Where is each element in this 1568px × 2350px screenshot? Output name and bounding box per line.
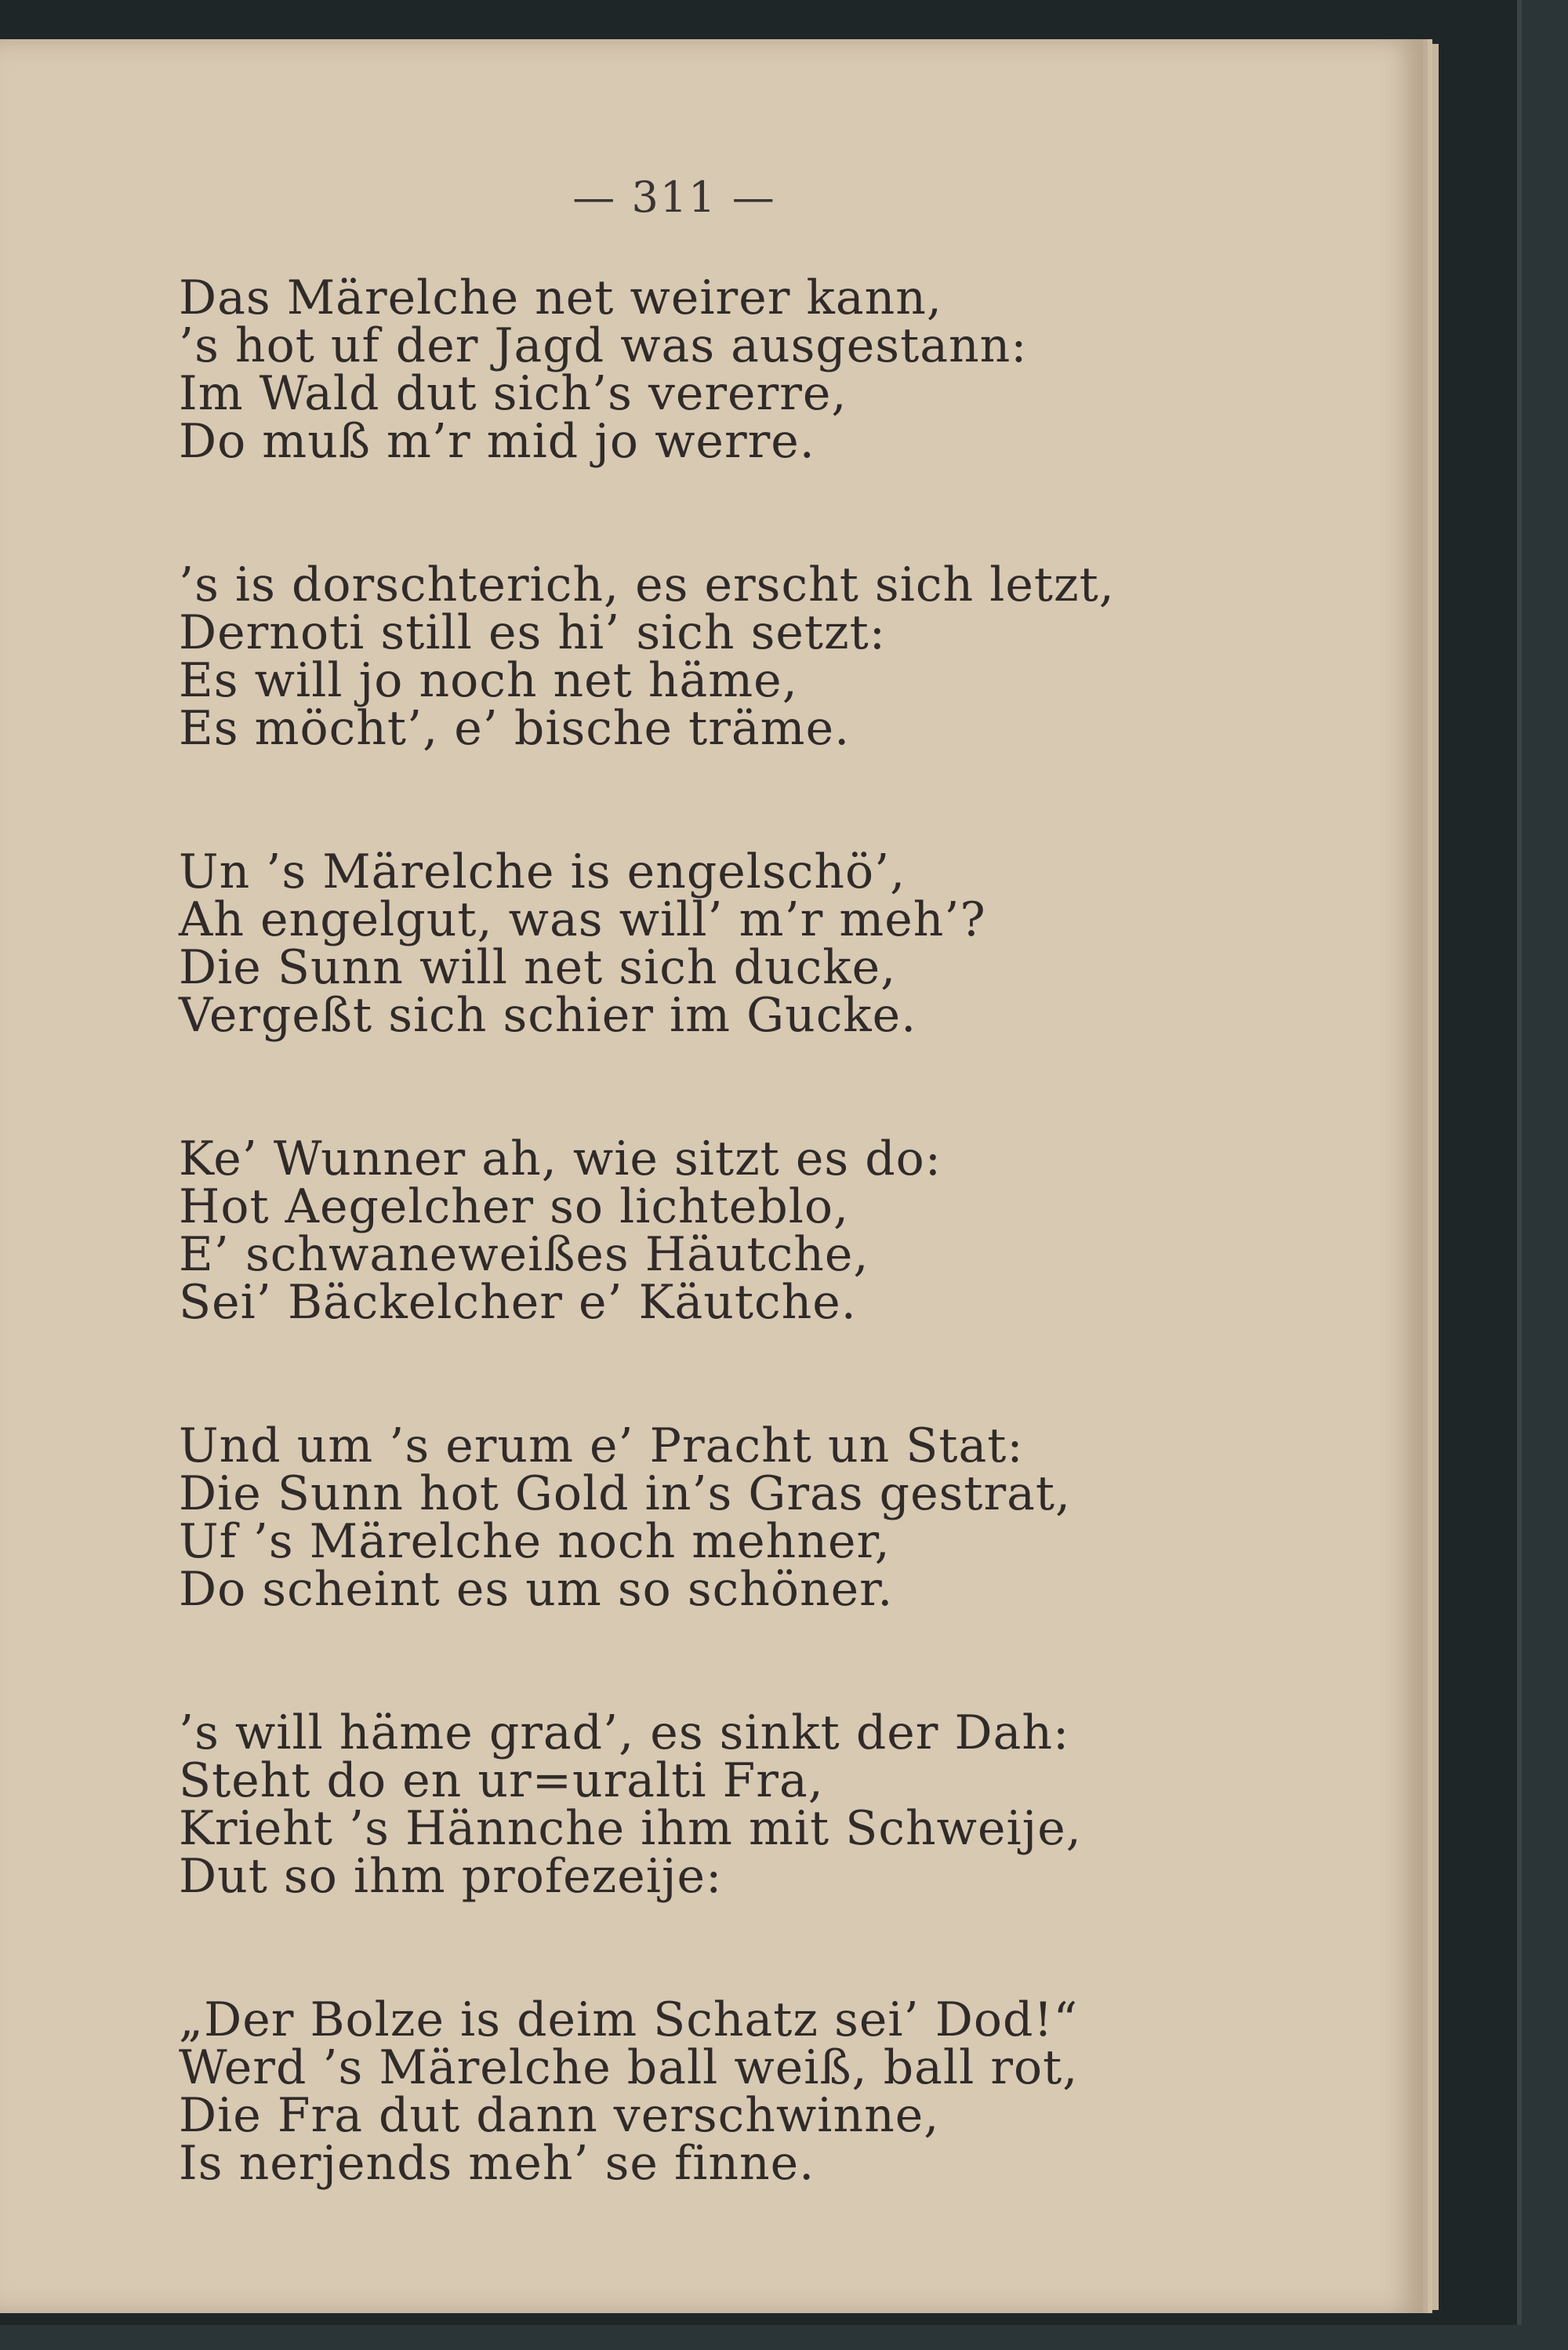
- page-number: — 311 —: [572, 173, 776, 222]
- poem-line: Un ’s Märelche is engelschö’,: [179, 844, 906, 899]
- poem-line: Vergeßt sich schier im Gucke.: [179, 988, 917, 1043]
- stanza: [179, 844, 1355, 1043]
- poem-line: Is nerjends meh’ se finne.: [179, 2136, 815, 2191]
- poem-line: ’s hot uf der Jagd was ausgestann:: [179, 318, 1028, 373]
- poem-line: Im Wald dut sich’s vererre,: [179, 366, 848, 421]
- poem-line: E’ schwaneweißes Häutche,: [179, 1227, 869, 1282]
- poem-line: Es will jo noch net häme,: [179, 653, 798, 708]
- poem-line: Dut so ihm profezeije:: [179, 1849, 723, 1904]
- poem: [179, 271, 1355, 2283]
- poem-line: Steht do en ur=uralti Fra,: [179, 1753, 824, 1808]
- stanza: [179, 1992, 1355, 2191]
- stanza: [179, 1418, 1355, 1617]
- poem-line: „Der Bolze is deim Schatz sei’ Dod!“: [179, 1992, 1079, 2047]
- poem-line: Es möcht’, e’ bische träme.: [179, 701, 851, 756]
- poem-line: Das Märelche net weirer kann,: [179, 271, 942, 325]
- stanza: [179, 558, 1355, 756]
- poem-line: Dernoti still es hi’ sich setzt:: [179, 605, 886, 660]
- stanza: [179, 1705, 1355, 1904]
- poem-line: Die Fra dut dann verschwinne,: [179, 2088, 940, 2143]
- poem-line: ’s is dorschterich, es ersch​t sich letzt,: [179, 558, 1115, 612]
- poem-line: Hot Aegelcher so lichteblo,: [179, 1179, 850, 1234]
- poem-line: Die Sunn will net sich ducke,: [179, 940, 897, 995]
- poem-line: Sei’ Bäckelcher e’ Käutche.: [179, 1275, 857, 1330]
- poem-line: Do muß m’r mid jo werre.: [179, 414, 815, 469]
- stanza: [179, 271, 1355, 469]
- poem-line: Werd ’s Märelche ball weiß, ball rot,: [179, 2040, 1079, 2095]
- page-edge: [1423, 44, 1439, 2310]
- poem-line: Und um ’s erum e’ Pracht un Stat:: [179, 1418, 1024, 1473]
- poem-line: Uf ’s Märelche noch mehner,: [179, 1514, 891, 1569]
- poem-line: ’s will häme grad’, es sinkt der Dah:: [179, 1705, 1070, 1760]
- stanza: [179, 1131, 1355, 1330]
- poem-line: Do scheint es um so schöner.: [179, 1562, 894, 1617]
- poem-line: Die Sunn hot Gold in’s Gras gestrat,: [179, 1466, 1072, 1521]
- poem-line: Ah engelgut, was will’ m’r meh’?: [179, 892, 986, 947]
- book-page: [0, 39, 1423, 2313]
- poem-line: Krieht ’s Hännche ihm mit Schweije,: [179, 1801, 1082, 1856]
- poem-line: Ke’ Wunner ah, wie sitzt es do:: [179, 1131, 942, 1186]
